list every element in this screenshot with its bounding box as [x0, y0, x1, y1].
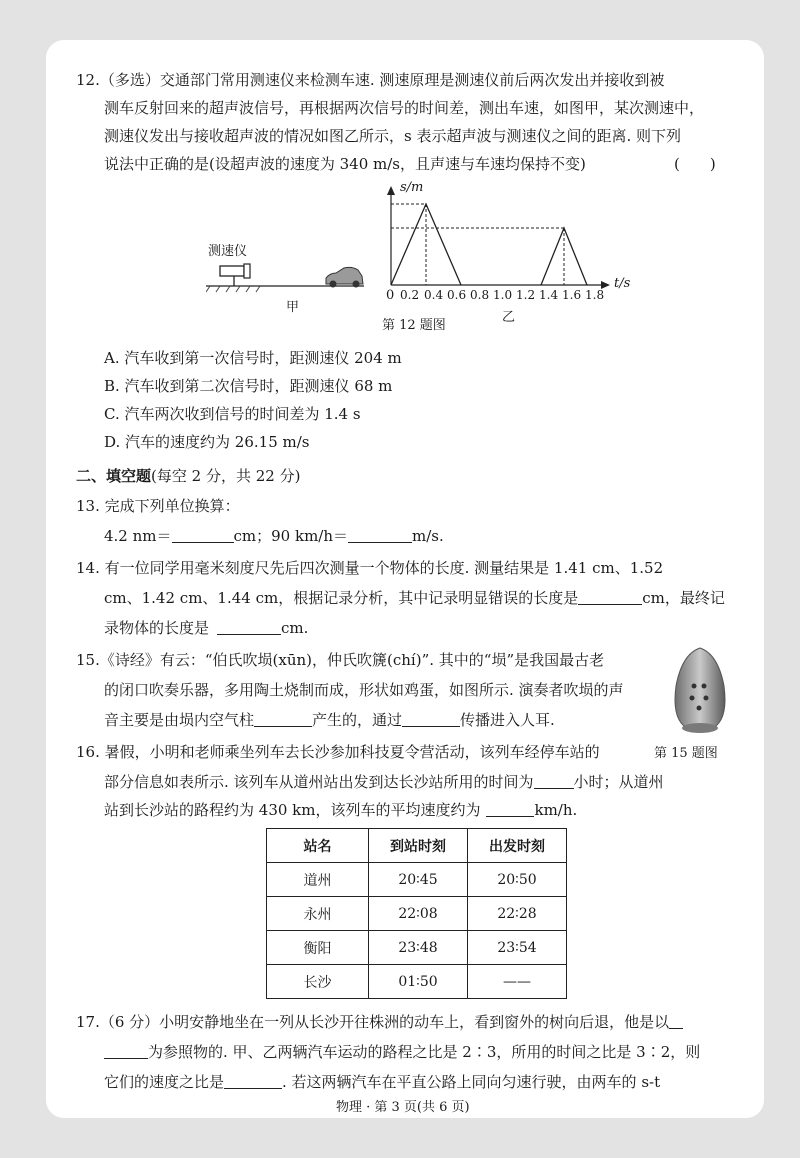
figure-jia: [206, 240, 366, 320]
table-header-row: [267, 829, 567, 863]
q15-line-3-c: 传播进入人耳.: [460, 711, 555, 729]
train-schedule-table: [266, 828, 567, 999]
q13-blank-1[interactable]: [172, 528, 234, 543]
q14-line-2-text: cm、1.42 cm、1.44 cm，根据记录分析，其中记录明显错误的长度是: [104, 589, 579, 607]
q15-blank-2[interactable]: [402, 712, 460, 727]
arrival-cell: 22∶08: [369, 897, 468, 931]
q17-blank-1a[interactable]: [669, 1014, 683, 1029]
q17-line-3: [104, 1072, 660, 1092]
header-arrival: 到站时刻: [369, 829, 468, 863]
tick-0.4: 0.4: [424, 288, 444, 302]
tick-1.8: 1.8: [585, 288, 605, 302]
q15-line-1: 15.《诗经》有云：“伯氏吹埙(xūn)，仲氏吹篪(chí)”. 其中的“埙”是我国最古老: [76, 651, 605, 669]
page-footer: 物理 · 第 3 页(共 6 页): [336, 1100, 470, 1115]
tick-0.2: 0.2: [400, 288, 420, 302]
departure-cell: 23∶54: [468, 931, 567, 965]
header-station: 站名: [267, 829, 369, 863]
q15-line-3: [104, 710, 555, 730]
q14-line-3-text: 录物体的长度是: [104, 619, 210, 637]
q12-option-d: D. 汽车的速度约为 26.15 m/s: [104, 433, 310, 451]
section-2-heading: [76, 466, 300, 486]
tick-0.6: 0.6: [447, 288, 467, 302]
q17-blank-1b[interactable]: [104, 1044, 148, 1059]
second-signal-line: [541, 228, 587, 285]
station-cell: 衡阳: [267, 931, 369, 965]
speed-detector-label: 测速仪: [208, 244, 248, 259]
q14-line-3-tail: cm.: [281, 619, 309, 637]
section-2-title: 二、填空题: [76, 467, 152, 485]
q13-part-3: m/s.: [412, 527, 444, 545]
exam-page: [46, 40, 764, 1118]
q12-line-1: 12.（多选）交通部门常用测速仪来检测车速. 测速原理是测速仪前后两次发出并接收到被: [76, 71, 665, 89]
station-cell: 道州: [267, 863, 369, 897]
q16-line-2: [104, 772, 664, 792]
q16-line-2-text: 部分信息如表所示. 该列车从道州站出发到达长沙站所用的时间为: [104, 773, 534, 791]
q12-line-2: 测车反射回来的超声波信号，再根据两次信号的时间差，测出车速，如图甲，某次测速中，: [104, 99, 705, 117]
q12-figure-caption: 第 12 题图: [382, 318, 446, 333]
table-row: [267, 897, 567, 931]
speed-detector-box: [220, 266, 244, 276]
q12-answer-paren: ( ): [674, 155, 716, 173]
q14-line-1: 14. 有一位同学用毫米刻度尺先后四次测量一个物体的长度. 测量结果是 1.41 cm、1.52: [76, 559, 664, 577]
arrival-cell: 01∶50: [369, 965, 468, 999]
q17-line-1-text: 17.（6 分）小明安静地坐在一列从长沙开往株洲的动车上，看到窗外的树向后退，他是以: [76, 1013, 670, 1031]
q17-line-3-tail: . 若这两辆汽车在平直公路上同向匀速行驶，由两车的 s-t: [282, 1073, 661, 1091]
section-2-note: (每空 2 分，共 22 分): [151, 467, 301, 485]
q14-line-2: [104, 588, 725, 608]
q14-blank-2[interactable]: [217, 620, 281, 635]
q12-line-3: 测速仪发出与接收超声波的情况如图乙所示，s 表示超声波与测速仪之间的距离. 则下列: [104, 127, 682, 145]
tick-1.4: 1.4: [539, 288, 559, 302]
q17-line-2: [104, 1042, 700, 1062]
q15-line-2: 的闭口吹奏乐器，多用陶土烧制而成，形状如鸡蛋，如图所示. 演奏者吹埙的声: [104, 681, 624, 699]
q13-part-1: 4.2 nm＝: [104, 527, 172, 545]
tick-1.2: 1.2: [516, 288, 536, 302]
origin-label: 0: [386, 288, 395, 303]
tick-1.0: 1.0: [493, 288, 513, 302]
q14-blank-1[interactable]: [578, 590, 642, 605]
arrival-cell: 20∶45: [369, 863, 468, 897]
q16-line-3-text: 站到长沙站的路程约为 430 km，该列车的平均速度约为: [104, 801, 481, 819]
q17-line-1: [76, 1012, 683, 1032]
table-row: [267, 965, 567, 999]
q16-line-3-tail: km/h.: [534, 801, 578, 819]
q17-line-3-text: 它们的速度之比是: [104, 1073, 225, 1091]
q16-blank-1[interactable]: [534, 774, 574, 789]
q12-option-a: A. 汽车收到第一次信号时，距测速仪 204 m: [104, 349, 402, 367]
q13-stem: 13. 完成下列单位换算：: [76, 497, 240, 515]
station-cell: 永州: [267, 897, 369, 931]
station-cell: 长沙: [267, 965, 369, 999]
q15-line-3-b: 产生的，通过: [312, 711, 403, 729]
arrival-cell: 23∶48: [369, 931, 468, 965]
q15-figure-caption: 第 15 题图: [654, 746, 718, 761]
q12-option-b: B. 汽车收到第二次信号时，距测速仪 68 m: [104, 377, 393, 395]
q12-option-c: C. 汽车两次收到信号的时间差为 1.4 s: [104, 405, 361, 423]
x-axis-label: t/s: [614, 276, 631, 291]
departure-cell: 20∶50: [468, 863, 567, 897]
q16-line-2-tail: 小时；从道州: [573, 773, 664, 791]
table-row: [267, 931, 567, 965]
figure-jia-caption: 甲: [286, 300, 300, 315]
figure-yi-caption: 乙: [502, 310, 516, 325]
q17-line-2-text: 为参照物的. 甲、乙两辆汽车运动的路程之比是 2∶3，所用的时间之比是 3∶2，则: [148, 1043, 701, 1061]
tick-0.8: 0.8: [470, 288, 490, 302]
car-icon: [326, 267, 363, 287]
tick-1.6: 1.6: [562, 288, 582, 302]
departure-cell: ——: [468, 965, 567, 999]
table-row: [267, 863, 567, 897]
q12-line-4: 说法中正确的是(设超声波的速度为 340 m/s，且声速与车速均保持不变): [104, 155, 586, 173]
xun-vessel-image: [668, 646, 732, 734]
q14-line-3: [104, 618, 308, 638]
q13-blank-2[interactable]: [348, 528, 412, 543]
q13-blanks-line: [104, 526, 444, 546]
q14-line-2-tail: cm，最终记: [642, 589, 725, 607]
q13-part-2: cm；90 km/h＝: [233, 527, 349, 545]
figure-yi: [376, 182, 636, 332]
q16-line-1: 16. 暑假，小明和老师乘坐列车去长沙参加科技夏令营活动，该列车经停车站的: [76, 743, 600, 761]
departure-cell: 22∶28: [468, 897, 567, 931]
q17-blank-2[interactable]: [224, 1074, 282, 1089]
q15-blank-1[interactable]: [254, 712, 312, 727]
header-departure: 出发时刻: [468, 829, 567, 863]
y-axis-label: s/m: [400, 180, 424, 195]
q15-line-3-a: 音主要是由埙内空气柱: [104, 711, 255, 729]
q16-line-3: [104, 800, 577, 820]
q16-blank-2[interactable]: [486, 802, 534, 817]
